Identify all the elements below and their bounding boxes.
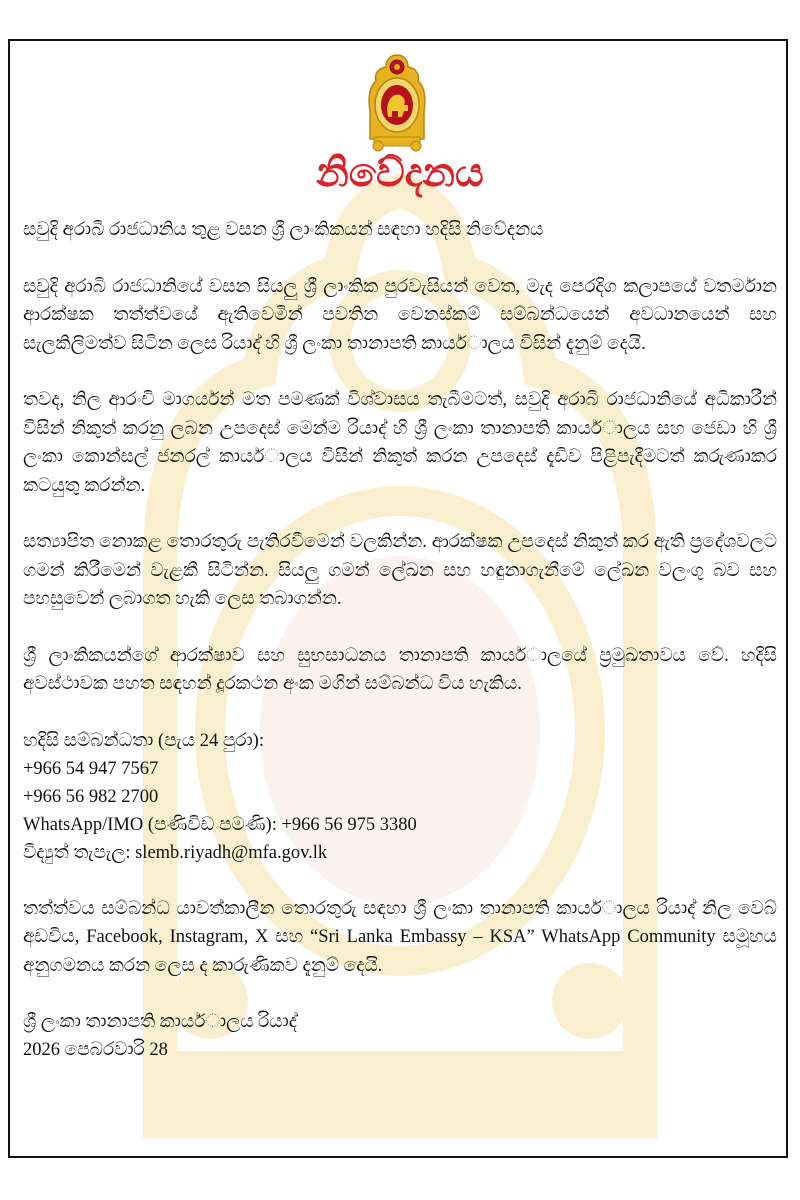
- paragraph-precautions: සත්‍යාපිත නොකළ තොරතුරු පැතිරවීමෙන් වලකින්න. ආරක්ෂක උපදෙස් නිකුත් කර ඇති ප්‍රදේශවලට ගමන් කිරීමෙන් වැළකී සිටින්න. සියලු ගමන් ලේඛන සහ හඳුනාගැනීමේ ලේඛන වලංගු බව සහ පහසුවෙන් ලබාගත හැකි ලෙස තබාගන්න.: [23, 532, 777, 609]
- paragraph-official-sources: තවද, නිල ආරංචි මාගර්යන් මත පමණක් විශ්වාසය තැබීමටත්, සවුදි අරාබි රාජධානියේ අධිකාරීන් විසින් නිකුත් කරනු ලබන උපදෙස් මෙන්ම රියාද් හි ශ්‍රී ලංකා තානාපති කායර්ාලය සහ ජෙඩා හි ශ්‍රී ලංකා කොන්සල් ජනරල් කායර්ාලය විසින් නිකුත් කරන උපදෙස් දැඩිව පිළිපැදීමටත් කරුණාකර කටයුතු කරන්න.: [23, 390, 777, 496]
- contact-phone-2: +966 56 982 2700: [23, 786, 159, 807]
- notice-date: 2026 පෙබරවාරි 28: [23, 1040, 168, 1060]
- notice-footer: [23, 1008, 777, 1064]
- contact-email: විද්‍යුත් තැපැල: slemb.riyadh@mfa.gov.lk: [23, 842, 328, 863]
- notice-title: නිවේදනය: [316, 150, 484, 196]
- paragraph-updates: තත්ත්වය සම්බන්ධ යාවත්කාලීන තොරතුරු සඳහා ශ්‍රී ලංකා තානාපති කායර්ාලය රියාද් නිල වෙබ් අඩවිය, Facebook, Instagram, X සහ “Sri Lanka Embassy – KSA” WhatsApp Community සමූහය අනුගමනය කරන ලෙස ද කාරුණිකව දැනුම් දෙයි.: [23, 898, 777, 976]
- notice-frame: [8, 39, 788, 1158]
- contact-whatsapp: WhatsApp/IMO (පණිවිඩ පමණි): +966 56 975 3380: [23, 814, 417, 835]
- emergency-contacts: [23, 727, 777, 867]
- notice-subtitle: සවුදි අරාබි රාජධානිය තුළ වසන ශ්‍රී ලාංකිකයන් සඳහා හදිසි නිවේදනය: [23, 220, 544, 240]
- paragraph-awareness: සවුදි අරාබි රාජධානියේ වසන සියලු ශ්‍රී ලාංකික පුරවැසියන් වෙත, මැද පෙරදිග කලාපයේ වතර්මාන ආරක්ෂක තත්ත්වයේ ඇතිවෙමින් පවතින වෙනස්කම් සම්බන්ධයෙන් අවධානයෙන් සහ සැලකිලිමත්ව සිටින ලෙස රියාද් හි ශ්‍රී ලංකා තානාපති කායර්ාලය විසින් දැනුම් දෙයි.: [23, 276, 777, 354]
- contact-phone-1: +966 54 947 7567: [23, 758, 159, 779]
- paragraph-welfare: ශ්‍රී ලාංකිකයන්ගේ ආරක්ෂාව සහ සුභසාධනය තානාපති කායර්ාලයේ ප්‍රමුඛතාවය වේ. හදිසි අවස්ථාවක පහත සඳහන් දූරකථන අංක මගින් සම්බන්ධ විය හැකිය.: [23, 645, 777, 694]
- notice-body: [23, 216, 777, 1064]
- signature-line: ශ්‍රී ලංකා තානාපති කායර්ාලය රියාද්: [23, 1012, 297, 1032]
- sri-lanka-emblem: [364, 53, 430, 153]
- contacts-heading: හදිසි සම්බන්ධතා (පැය 24 පුරා):: [23, 730, 264, 751]
